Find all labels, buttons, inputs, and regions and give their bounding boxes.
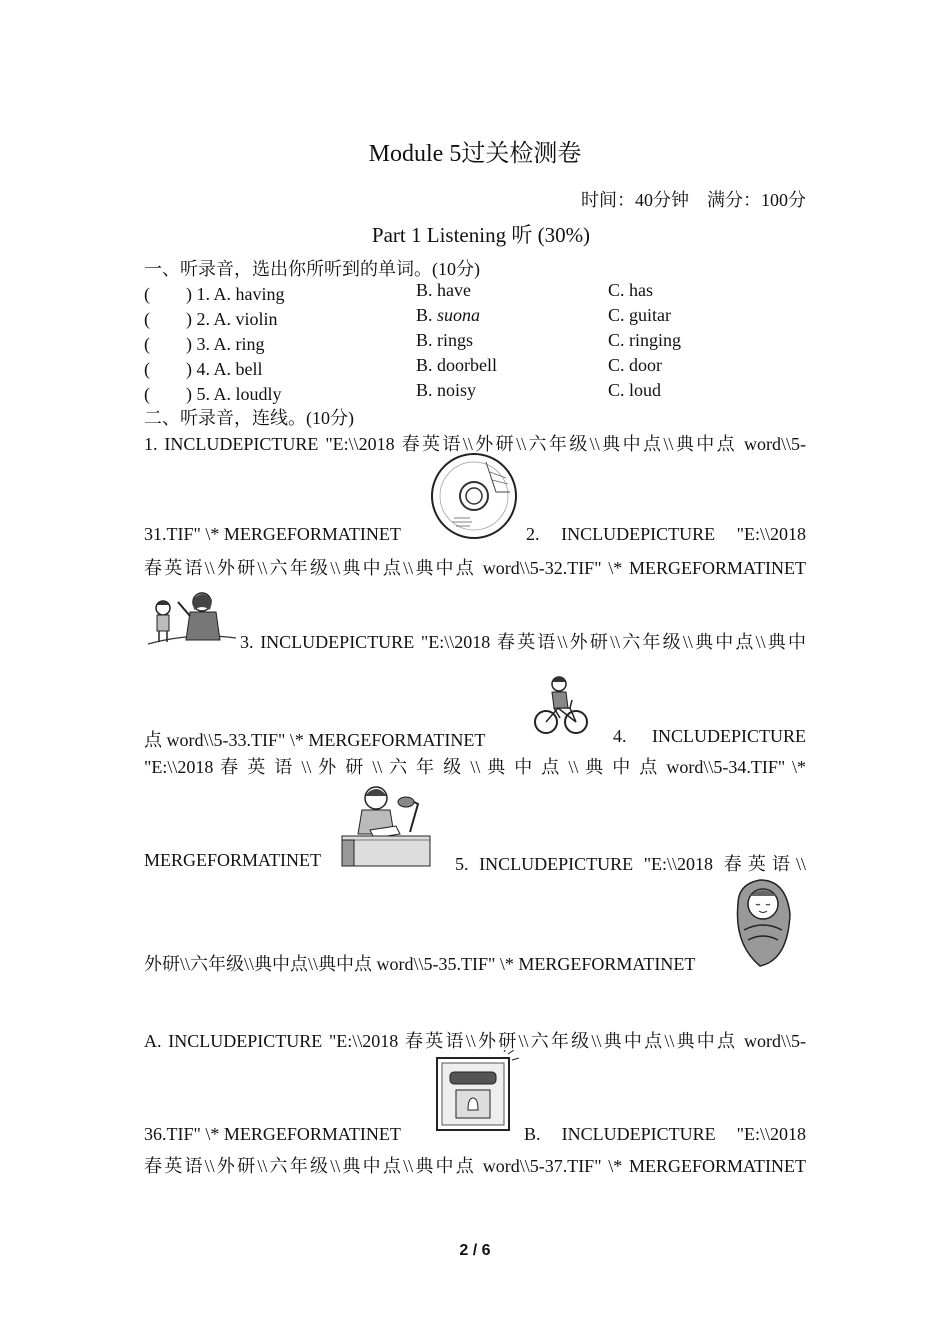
q1-a: ( ) 1. A. having [144, 284, 285, 304]
s2-line-9: A. INCLUDEPICTURE "E:\\2018 春英语\\外研\\六年级\\典中点\\典中点 word\\5- [144, 1031, 806, 1051]
boy-desk-lamp-icon [340, 780, 432, 868]
q4-a: ( ) 4. A. bell [144, 359, 263, 379]
q1-b: B. have [416, 280, 471, 300]
s2-line-5: 点 word\\5-33.TIF" \* MERGEFORMATINET [144, 730, 486, 750]
q3-c: C. ringing [608, 330, 682, 350]
doorbell-icon [434, 1050, 520, 1134]
s2-line-11: 春英语\\外研\\六年级\\典中点\\典中点 word\\5-37.TIF" \* MERGEFORMATINET [144, 1156, 806, 1176]
q4-b: B. doorbell [416, 355, 497, 375]
s2-line-2b: 2. INCLUDEPICTURE "E:\\2018 [526, 524, 806, 544]
q5-a: ( ) 5. A. loudly [144, 384, 282, 404]
q1-c: C. has [608, 280, 653, 300]
s2-line-4: 3. INCLUDEPICTURE "E:\\2018 春英语\\外研\\六年级\\典中点\\典中 [240, 632, 806, 652]
s2-line-6: "E:\\2018 春 英 语 \\ 外 研 \\ 六 年 级 \\ 典 中 点 \\ 典 中 点 word\\5-34.TIF" \* [144, 757, 806, 777]
page-number: 2 / 6 [459, 1242, 491, 1259]
s2-line-5b: 4. INCLUDEPICTURE [613, 726, 806, 746]
teacher-child-icon [146, 588, 238, 648]
q2-a: ( ) 2. A. violin [144, 309, 278, 329]
s2-line-8: 外研\\六年级\\典中点\\典中点 word\\5-35.TIF" \* MERGEFORMATINET [144, 954, 696, 974]
q2-b-word: suona [437, 305, 481, 325]
q4-c: C. door [608, 355, 662, 375]
q2-c: C. guitar [608, 305, 671, 325]
q3-a: ( ) 3. A. ring [144, 334, 265, 354]
s2-line-10: 36.TIF" \* MERGEFORMATINET [144, 1124, 401, 1144]
girl-bicycle-icon [532, 672, 590, 738]
s2-line-7b: 5. INCLUDEPICTURE "E:\\2018 春英语\\ [455, 854, 806, 874]
section2-heading: 二、听录音，连线。(10分) [144, 408, 354, 428]
q3-b: B. rings [416, 330, 474, 350]
baby-blanket-icon [730, 874, 796, 970]
q5-b: B. noisy [416, 380, 477, 400]
section1-heading: 一、听录音，选出你所听到的单词。(10分) [144, 259, 480, 279]
part-heading: Part 1 Listening 听 (30%) [371, 223, 591, 247]
cd-disc-icon [430, 452, 518, 540]
page-title: Module 5过关检测卷 [368, 141, 582, 167]
s2-line-10b: B. INCLUDEPICTURE "E:\\2018 [524, 1124, 806, 1144]
q2-b [416, 305, 480, 326]
s2-line-7: MERGEFORMATINET [144, 850, 322, 870]
q5-c: C. loud [608, 380, 662, 400]
exam-meta: 时间：40分钟 满分：100分 [581, 190, 806, 210]
s2-line-1: 1. INCLUDEPICTURE "E:\\2018 春英语\\外研\\六年级\\典中点\\典中点 word\\5- [144, 434, 806, 454]
s2-line-2: 31.TIF" \* MERGEFORMATINET [144, 524, 401, 544]
q2-b-prefix: B. [416, 305, 438, 325]
s2-line-3: 春英语\\外研\\六年级\\典中点\\典中点 word\\5-32.TIF" \* MERGEFORMATINET [144, 558, 806, 578]
